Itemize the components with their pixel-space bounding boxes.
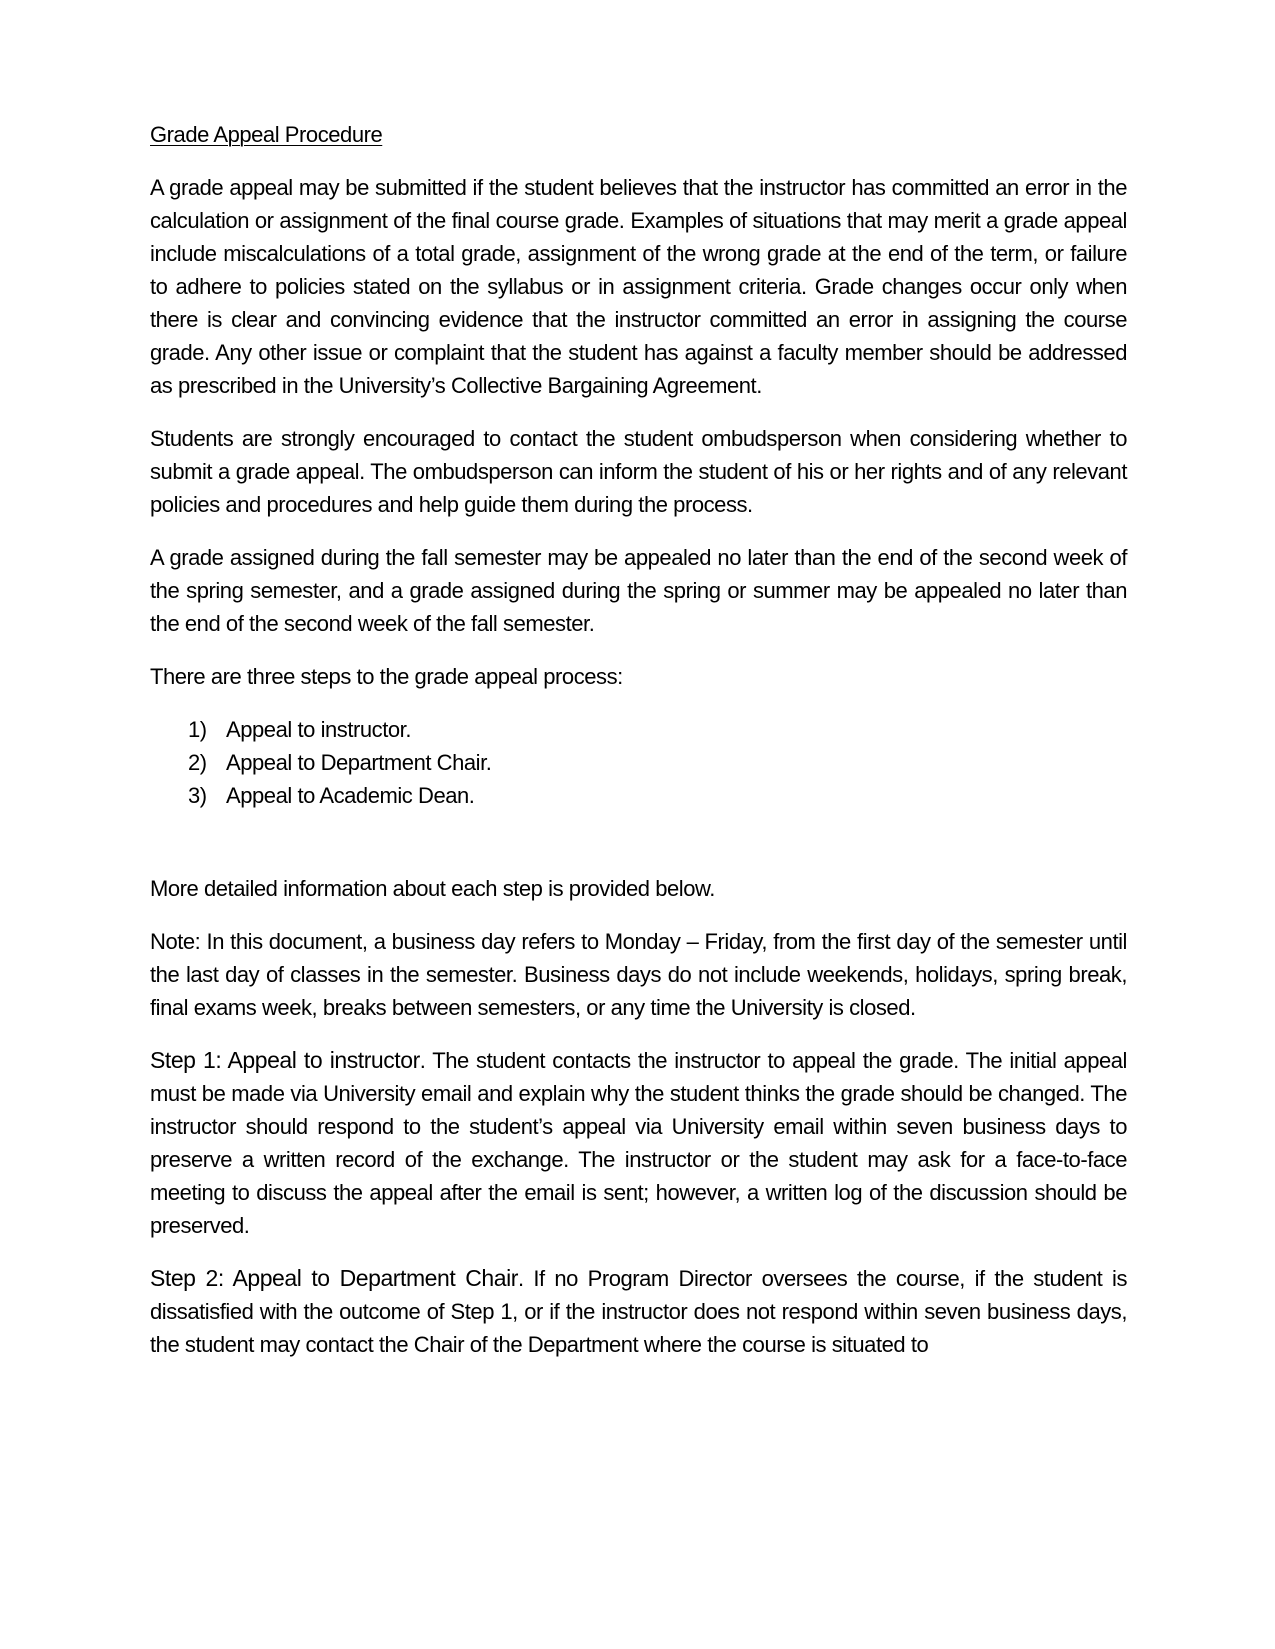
step2-heading: Step 2: Appeal to Department Chair xyxy=(150,1265,518,1291)
step-number: 1) xyxy=(188,717,207,742)
ombudsperson-paragraph: Students are strongly encouraged to contact the student ombudsperson when considering whether to submit a grade appeal. The ombudsperson can inform the student of his or her rights and of any relevant policies and procedures and help guide them during the process. xyxy=(150,426,1127,517)
note-paragraph: Note: In this document, a business day refers to Monday – Friday, from the first day of the semester until the last day of classes in the semester. Business days do not include weekends, holidays, spring break, final exams week, breaks between semesters, or any time the University is closed. xyxy=(150,929,1127,1020)
step1-heading: Step 1: Appeal to instructor xyxy=(150,1047,420,1073)
spacer xyxy=(150,832,1127,872)
document-page xyxy=(150,118,1127,1381)
intro-paragraph: A grade appeal may be submitted if the student believes that the instructor has committed an error in the calculation or assignment of the final course grade. Examples of situations that may merit a grade appeal include miscalculations of a total grade, assignment of the wrong grade at the end of the term, or failure to adhere to policies stated on the syllabus or in assignment criteria. Grade changes occur only when there is clear and convincing evidence that the instructor committed an error in assigning the course grade. Any other issue or complaint that the student has against a faculty member should be addressed as prescribed in the University’s Collective Bargaining Agreement. xyxy=(150,175,1127,398)
more-info-paragraph: More detailed information about each step is provided below. xyxy=(150,876,715,901)
step-text: Appeal to Academic Dean. xyxy=(226,783,475,808)
deadlines-paragraph: A grade assigned during the fall semester may be appealed no later than the end of the second week of the spring semester, and a grade assigned during the spring or summer may be appealed no later than the end of the second week of the fall semester. xyxy=(150,545,1127,636)
document-title: Grade Appeal Procedure xyxy=(150,122,383,147)
list-item xyxy=(150,713,1127,746)
step-text: Appeal to instructor. xyxy=(226,717,411,742)
step-number: 3) xyxy=(188,783,207,808)
list-item xyxy=(150,746,1127,779)
step-number: 2) xyxy=(188,750,207,775)
step2-paragraph xyxy=(150,1262,1127,1361)
step1-body: . The student contacts the instructor to appeal the grade. The initial appeal must be made via University email and explain why the student thinks the grade should be changed. The instructor should respond to the student’s appeal via University email within seven business days to preserve a written record of the exchange. The instructor or the student may ask for a face-to-face meeting to discuss the appeal after the email is sent; however, a written log of the discussion should be preserved. xyxy=(150,1048,1127,1238)
step2-body: . If no Program Director oversees the course, if the student is dissatisfied with the outcome of Step 1, or if the instructor does not respond within seven business days, the student may contact the Chair of the Department where the course is situated to xyxy=(150,1266,1127,1357)
steps-intro-paragraph: There are three steps to the grade appeal process: xyxy=(150,664,623,689)
list-item xyxy=(150,779,1127,812)
step1-paragraph xyxy=(150,1044,1127,1242)
steps-list xyxy=(150,713,1127,812)
step-text: Appeal to Department Chair. xyxy=(226,750,492,775)
